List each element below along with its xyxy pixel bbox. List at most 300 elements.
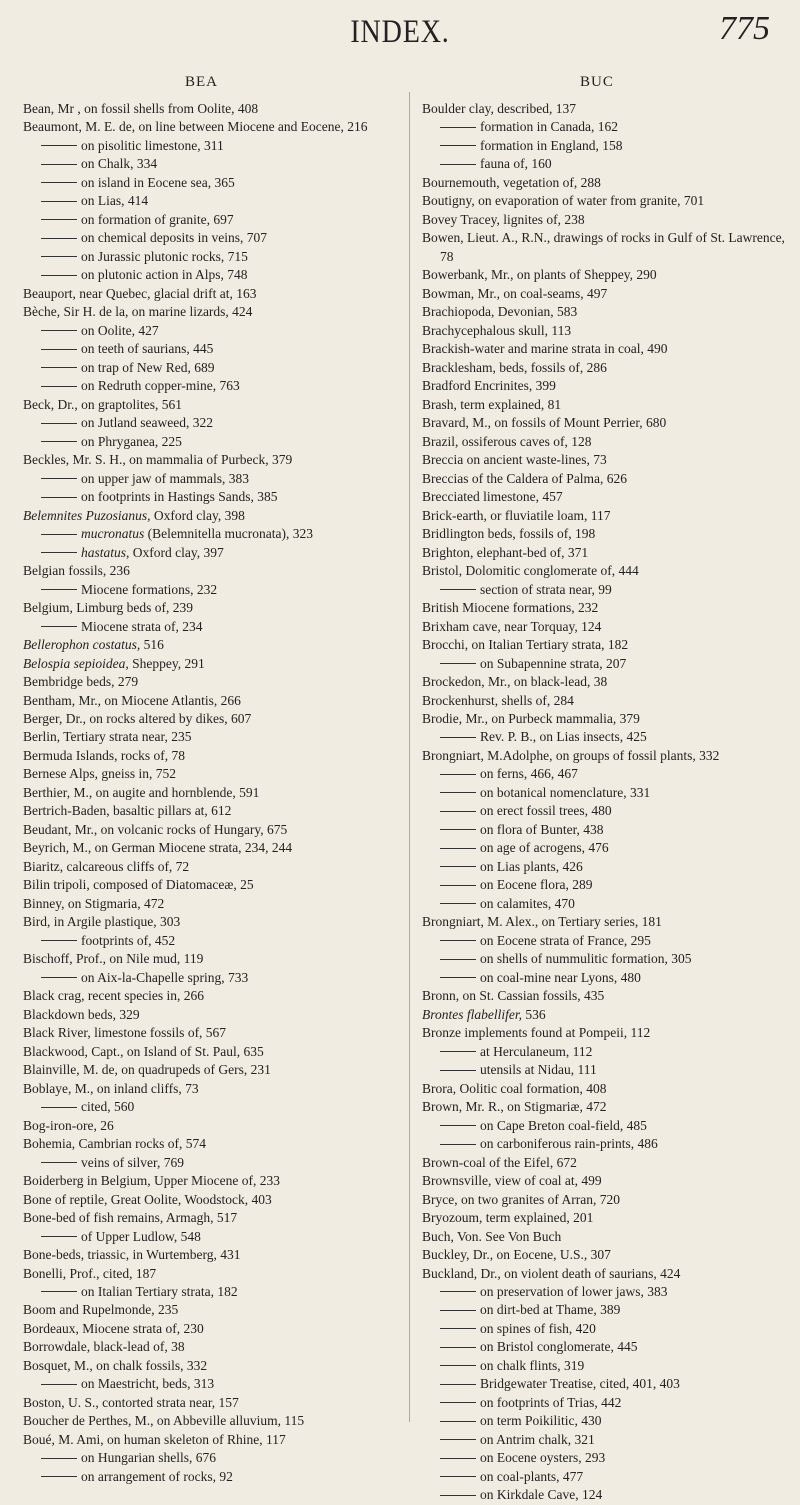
- entry-text: Beckles, Mr. S. H., on mammalia of Purbeck, 379: [23, 452, 293, 468]
- ditto-dash: [41, 386, 77, 387]
- entry-text: Beauport, near Quebec, glacial drift at, 163: [23, 285, 257, 301]
- ditto-dash: [41, 441, 77, 442]
- entry-text: Biaritz, calcareous cliffs of, 72: [23, 858, 190, 874]
- index-entry: [422, 987, 794, 1005]
- index-entry: [23, 340, 395, 358]
- ditto-dash: [440, 866, 476, 867]
- entry-text: Boiderberg in Belgium, Upper Miocene of, 233: [23, 1173, 280, 1189]
- ditto-dash: [440, 1476, 476, 1477]
- entry-text: Bryozoum, term explained, 201: [422, 1210, 594, 1226]
- entry-text: Beck, Dr., on graptolites, 561: [23, 396, 182, 412]
- index-entry: [422, 100, 794, 118]
- index-entry: [23, 747, 395, 765]
- index-entry: [422, 895, 794, 913]
- index-entry: [422, 1154, 794, 1172]
- entry-text: Bridlington beds, fossils of, 198: [422, 526, 596, 542]
- entry-text: Bohemia, Cambrian rocks of, 574: [23, 1136, 206, 1152]
- ditto-dash: [440, 1347, 476, 1348]
- entry-text: Brecciated limestone, 457: [422, 489, 563, 505]
- index-entry: [23, 728, 395, 746]
- index-entry: [422, 710, 794, 728]
- entry-text: on footprints in Hastings Sands, 385: [81, 489, 278, 505]
- index-entry: [422, 414, 794, 432]
- index-entry: [23, 285, 395, 303]
- index-entry: [23, 950, 395, 968]
- index-entry: [23, 1431, 395, 1449]
- entry-text: Brixham cave, near Torquay, 124: [422, 618, 602, 634]
- entry-text: on Oolite, 427: [81, 322, 159, 338]
- entry-text: on botanical nomenclature, 331: [480, 784, 651, 800]
- index-entry: [422, 1246, 794, 1264]
- index-entry: [422, 692, 794, 710]
- ditto-dash: [440, 977, 476, 978]
- entry-text: Brownsville, view of coal at, 499: [422, 1173, 602, 1189]
- entry-text: formation in England, 158: [480, 137, 623, 153]
- index-entry: [422, 562, 794, 580]
- index-entry: [422, 1209, 794, 1227]
- index-entry: [23, 322, 395, 340]
- index-entry: [422, 451, 794, 469]
- ditto-dash: [41, 940, 77, 941]
- entry-text: Berlin, Tertiary strata near, 235: [23, 729, 192, 745]
- index-entry: [23, 618, 395, 636]
- index-entry: [23, 359, 395, 377]
- entry-text: Oxford clay, 398: [150, 507, 245, 523]
- entry-text: Buckland, Dr., on violent death of saurians, 424: [422, 1265, 681, 1281]
- ditto-dash: [41, 145, 77, 146]
- entry-text: Bronze implements found at Pompeii, 112: [422, 1025, 651, 1041]
- index-entry: [422, 599, 794, 617]
- entry-italic: Belospia sepioidea,: [23, 655, 129, 671]
- index-entry: [422, 802, 794, 820]
- entry-text: on pisolitic limestone, 311: [81, 137, 224, 153]
- ditto-dash: [41, 219, 77, 220]
- entry-text: on teeth of saurians, 445: [81, 341, 214, 357]
- index-entry: [422, 118, 794, 136]
- entry-text: Brazil, ossiferous caves of, 128: [422, 433, 592, 449]
- ditto-dash: [41, 238, 77, 239]
- entry-text: Brachycephalous skull, 113: [422, 322, 572, 338]
- index-entry: [422, 1228, 794, 1246]
- entry-italic: Brontes flabellifer,: [422, 1006, 522, 1022]
- index-entry: [23, 507, 395, 525]
- right-column-head: BUC: [580, 74, 614, 90]
- index-entry: [23, 1265, 395, 1283]
- index-entry: [422, 1191, 794, 1209]
- index-entry: [23, 266, 395, 284]
- index-entry: [422, 211, 794, 229]
- entry-text: (Belemnitella mucronata), 323: [144, 526, 313, 542]
- index-entry: [422, 229, 794, 266]
- index-entry: [23, 1043, 395, 1061]
- page-header: [0, 0, 800, 70]
- entry-text: Bog-iron-ore, 26: [23, 1117, 114, 1133]
- entry-text: on term Poikilitic, 430: [480, 1413, 602, 1429]
- entry-text: on shells of nummulitic formation, 305: [480, 951, 692, 967]
- index-entry: [422, 155, 794, 173]
- index-entry: [23, 895, 395, 913]
- ditto-dash: [440, 1070, 476, 1071]
- ditto-dash: [41, 977, 77, 978]
- entry-text: on erect fossil trees, 480: [480, 803, 612, 819]
- index-entry: [422, 359, 794, 377]
- entry-text: Bronn, on St. Cassian fossils, 435: [422, 988, 605, 1004]
- index-entry: [23, 1098, 395, 1116]
- index-entry: [23, 1468, 395, 1486]
- entry-text: Bosquet, M., on chalk fossils, 332: [23, 1357, 208, 1373]
- ditto-dash: [440, 811, 476, 812]
- index-entry: [422, 673, 794, 691]
- index-entry: [422, 728, 794, 746]
- ditto-dash: [440, 737, 476, 738]
- entry-text: on Redruth copper-mine, 763: [81, 378, 240, 394]
- index-entry: [23, 1338, 395, 1356]
- entry-text: on Lias, 414: [81, 193, 149, 209]
- entry-text: section of strata near, 99: [480, 581, 612, 597]
- ditto-dash: [440, 774, 476, 775]
- entry-text: Bilin tripoli, composed of Diatomaceæ, 25: [23, 877, 254, 893]
- entry-text: Bracklesham, beds, fossils of, 286: [422, 359, 607, 375]
- ditto-dash: [41, 256, 77, 257]
- index-entry: [23, 599, 395, 617]
- index-entry: [422, 1468, 794, 1486]
- entry-text: on Maestricht, beds, 313: [81, 1376, 215, 1392]
- index-entry: [23, 636, 395, 654]
- index-entry: [23, 100, 395, 118]
- entry-text: Breccias of the Caldera of Palma, 626: [422, 470, 628, 486]
- ditto-dash: [440, 1328, 476, 1329]
- index-entry: [422, 340, 794, 358]
- entry-text: Sheppey, 291: [128, 655, 205, 671]
- ditto-dash: [440, 903, 476, 904]
- ditto-dash: [41, 367, 77, 368]
- entry-text: on Hungarian shells, 676: [81, 1450, 216, 1466]
- index-entry: [23, 1117, 395, 1135]
- entry-text: Bentham, Mr., on Miocene Atlantis, 266: [23, 692, 241, 708]
- index-entry: [23, 118, 395, 136]
- entry-text: on Aix-la-Chapelle spring, 733: [81, 969, 249, 985]
- index-entry: [422, 876, 794, 894]
- index-entry: [422, 1061, 794, 1079]
- ditto-dash: [440, 1144, 476, 1145]
- index-entry: [23, 303, 395, 321]
- index-entry: [23, 211, 395, 229]
- entry-text: on Jurassic plutonic rocks, 715: [81, 248, 248, 264]
- entry-text: Belgium, Limburg beds of, 239: [23, 600, 193, 616]
- entry-text: Black crag, recent species in, 266: [23, 988, 205, 1004]
- entry-text: Bradford Encrinites, 399: [422, 378, 556, 394]
- entry-text: Brockedon, Mr., on black-lead, 38: [422, 674, 608, 690]
- ditto-dash: [440, 1402, 476, 1403]
- entry-text: on island in Eocene sea, 365: [81, 174, 235, 190]
- index-entry: [422, 303, 794, 321]
- index-entry: [23, 1061, 395, 1079]
- index-entry: [23, 655, 395, 673]
- entry-italic: Bellerophon costatus,: [23, 637, 141, 653]
- index-entry: [23, 1135, 395, 1153]
- ditto-dash: [440, 829, 476, 830]
- ditto-dash: [41, 589, 77, 590]
- ditto-dash: [41, 330, 77, 331]
- entry-text: on Cape Breton coal-field, 485: [480, 1117, 647, 1133]
- index-entry: [23, 802, 395, 820]
- entry-text: Bone of reptile, Great Oolite, Woodstock, 403: [23, 1191, 272, 1207]
- index-entry: [422, 1024, 794, 1042]
- index-entry: [422, 1265, 794, 1283]
- entry-text: Boué, M. Ami, on human skeleton of Rhine, 117: [23, 1431, 286, 1447]
- ditto-dash: [440, 1439, 476, 1440]
- entry-text: on coal-plants, 477: [480, 1468, 584, 1484]
- ditto-dash: [41, 1291, 77, 1292]
- entry-text: on spines of fish, 420: [480, 1320, 596, 1336]
- index-entry: [422, 1375, 794, 1393]
- ditto-dash: [41, 164, 77, 165]
- entry-text: Black River, limestone fossils of, 567: [23, 1025, 227, 1041]
- entry-text: on chalk flints, 319: [480, 1357, 585, 1373]
- ditto-dash: [440, 127, 476, 128]
- index-entry: [23, 858, 395, 876]
- entry-text: Beyrich, M., on German Miocene strata, 234, 244: [23, 840, 293, 856]
- entry-text: on Eocene strata of France, 295: [480, 932, 651, 948]
- index-entry: [23, 692, 395, 710]
- entry-text: fauna of, 160: [480, 156, 552, 172]
- index-entry: [23, 987, 395, 1005]
- entry-text: Brown-coal of the Eifel, 672: [422, 1154, 577, 1170]
- index-entry: [23, 839, 395, 857]
- ditto-dash: [440, 792, 476, 793]
- index-entry: [422, 932, 794, 950]
- index-entry: [422, 950, 794, 968]
- entry-text: Brachiopoda, Devonian, 583: [422, 304, 578, 320]
- entry-text: Brockenhurst, shells of, 284: [422, 692, 574, 708]
- ditto-dash: [41, 349, 77, 350]
- entry-text: on coal-mine near Lyons, 480: [480, 969, 641, 985]
- entry-text: Blackwood, Capt., on Island of St. Paul, 635: [23, 1043, 264, 1059]
- index-entry: [23, 1246, 395, 1264]
- entry-text: Bowen, Lieut. A., R.N., drawings of rocks in Gulf of St. Lawrence, 78: [422, 230, 785, 264]
- entry-text: Boston, U. S., contorted strata near, 157: [23, 1394, 239, 1410]
- index-entry: [422, 1080, 794, 1098]
- index-entry: [422, 765, 794, 783]
- entry-text: Buch, Von. See Von Buch: [422, 1228, 562, 1244]
- index-entry: [23, 1209, 395, 1227]
- index-entry: [422, 192, 794, 210]
- ditto-dash: [440, 1051, 476, 1052]
- index-entry: [422, 285, 794, 303]
- entry-text: on formation of granite, 697: [81, 211, 234, 227]
- entry-text: on carboniferous rain-prints, 486: [480, 1136, 658, 1152]
- entry-text: Bowman, Mr., on coal-seams, 497: [422, 285, 608, 301]
- entry-text: on Eocene oysters, 293: [480, 1450, 606, 1466]
- entry-text: Beaumont, M. E. de, on line between Miocene and Eocene, 216: [23, 119, 368, 135]
- index-entry: [23, 1024, 395, 1042]
- ditto-dash: [440, 1495, 476, 1496]
- entry-text: on arrangement of rocks, 92: [81, 1468, 233, 1484]
- entry-text: formation in Canada, 162: [480, 119, 618, 135]
- index-entry: [23, 414, 395, 432]
- ditto-dash: [440, 1458, 476, 1459]
- index-entry: [23, 1228, 395, 1246]
- index-entry: [23, 673, 395, 691]
- entry-text: Bird, in Argile plastique, 303: [23, 914, 181, 930]
- entry-text: Brown, Mr. R., on Stigmariæ, 472: [422, 1099, 607, 1115]
- entry-text: Bravard, M., on fossils of Mount Perrier, 680: [422, 415, 667, 431]
- ditto-dash: [41, 201, 77, 202]
- index-entry: [23, 192, 395, 210]
- ditto-dash: [440, 1365, 476, 1366]
- entry-text: Bournemouth, vegetation of, 288: [422, 174, 601, 190]
- index-entry: [422, 636, 794, 654]
- ditto-dash: [41, 1384, 77, 1385]
- index-entry: [23, 1283, 395, 1301]
- ditto-dash: [440, 885, 476, 886]
- entry-text: Boblaye, M., on inland cliffs, 73: [23, 1080, 199, 1096]
- entry-text: on Italian Tertiary strata, 182: [81, 1284, 238, 1299]
- entry-text: on plutonic action in Alps, 748: [81, 267, 248, 283]
- ditto-dash: [41, 478, 77, 479]
- ditto-dash: [41, 534, 77, 535]
- entry-text: on Kirkdale Cave, 124: [480, 1487, 603, 1503]
- entry-text: Brongniart, M. Alex., on Tertiary series, 181: [422, 914, 662, 930]
- index-entry: [23, 451, 395, 469]
- index-entry: [422, 1043, 794, 1061]
- index-entry: [422, 784, 794, 802]
- entry-text: cited, 560: [81, 1099, 135, 1115]
- index-entry: [422, 1338, 794, 1356]
- entry-text: on Lias plants, 426: [480, 858, 583, 874]
- ditto-dash: [440, 145, 476, 146]
- index-entry: [422, 839, 794, 857]
- entry-text: Miocene formations, 232: [81, 581, 218, 597]
- index-entry: [23, 913, 395, 931]
- ditto-dash: [440, 1384, 476, 1385]
- entry-text: on chemical deposits in veins, 707: [81, 230, 267, 246]
- entry-text: Boutigny, on evaporation of water from granite, 701: [422, 193, 705, 209]
- index-entry: [422, 507, 794, 525]
- page-title: INDEX.: [350, 14, 450, 50]
- entry-text: Bovey Tracey, lignites of, 238: [422, 211, 585, 227]
- index-entry: [422, 1172, 794, 1190]
- entry-text: Blackdown beds, 329: [23, 1006, 140, 1022]
- index-entry: [422, 322, 794, 340]
- entry-text: British Miocene formations, 232: [422, 600, 599, 616]
- entry-text: Beudant, Mr., on volcanic rocks of Hungary, 675: [23, 821, 288, 837]
- index-entry: [422, 1449, 794, 1467]
- index-entry: [422, 1357, 794, 1375]
- entry-italic: Belemnites Puzosianus,: [23, 507, 151, 523]
- index-entry: [422, 655, 794, 673]
- right-column: [422, 100, 794, 1505]
- entry-text: Boulder clay, described, 137: [422, 101, 576, 116]
- index-entry: [23, 1357, 395, 1375]
- entry-text: on Phryganea, 225: [81, 433, 182, 449]
- index-entry: [23, 433, 395, 451]
- index-entry: [422, 581, 794, 599]
- index-entry: [23, 396, 395, 414]
- entry-text: Belgian fossils, 236: [23, 563, 130, 579]
- index-entry: [422, 1283, 794, 1301]
- index-entry: [23, 784, 395, 802]
- index-entry: [422, 174, 794, 192]
- index-entry: [422, 821, 794, 839]
- entry-text: on trap of New Red, 689: [81, 359, 215, 375]
- index-entry: [23, 765, 395, 783]
- entry-text: Bristol, Dolomitic conglomerate of, 444: [422, 563, 639, 579]
- entry-text: on Antrim chalk, 321: [480, 1431, 595, 1447]
- entry-text: Bertrich-Baden, basaltic pillars at, 612: [23, 803, 232, 819]
- index-entry: [23, 229, 395, 247]
- index-entry: [422, 1320, 794, 1338]
- index-entry: [23, 969, 395, 987]
- entry-text: utensils at Nidau, 111: [480, 1062, 597, 1078]
- entry-text: on Jutland seaweed, 322: [81, 415, 213, 431]
- column-divider: [409, 92, 410, 1422]
- entry-text: 516: [140, 637, 164, 653]
- index-entry: [23, 562, 395, 580]
- entry-text: Brora, Oolitic coal formation, 408: [422, 1080, 607, 1096]
- entry-text: Bowerbank, Mr., on plants of Sheppey, 290: [422, 267, 657, 283]
- entry-text: on upper jaw of mammals, 383: [81, 470, 249, 486]
- index-entry: [23, 1394, 395, 1412]
- index-entry: [23, 155, 395, 173]
- entry-text: Bridgewater Treatise, cited, 401, 403: [480, 1376, 680, 1392]
- entry-text: Brick-earth, or fluviatile loam, 117: [422, 507, 611, 523]
- entry-text: on flora of Bunter, 438: [480, 821, 604, 837]
- entry-text: Brongniart, M.Adolphe, on groups of fossil plants, 332: [422, 747, 720, 763]
- entry-text: Binney, on Stigmaria, 472: [23, 895, 165, 911]
- ditto-dash: [41, 275, 77, 276]
- entry-text: of Upper Ludlow, 548: [81, 1228, 201, 1244]
- ditto-dash: [440, 1125, 476, 1126]
- index-entry: [23, 137, 395, 155]
- index-entry: [422, 1431, 794, 1449]
- index-entry: [23, 1154, 395, 1172]
- index-entry: [23, 932, 395, 950]
- ditto-dash: [41, 182, 77, 183]
- page-number: 775: [719, 10, 770, 47]
- index-entry: [23, 248, 395, 266]
- entry-text: Brackish-water and marine strata in coal, 490: [422, 341, 668, 357]
- index-entry: [23, 1301, 395, 1319]
- ditto-dash: [41, 1476, 77, 1477]
- entry-text: Boom and Rupelmonde, 235: [23, 1302, 179, 1318]
- ditto-dash: [41, 1458, 77, 1459]
- entry-text: veins of silver, 769: [81, 1154, 184, 1170]
- ditto-dash: [440, 940, 476, 941]
- index-entry: [23, 488, 395, 506]
- entry-text: Brocchi, on Italian Tertiary strata, 182: [422, 637, 629, 653]
- entry-text: at Herculaneum, 112: [480, 1043, 593, 1059]
- entry-text: on dirt-bed at Thame, 389: [480, 1302, 621, 1318]
- entry-text: Bischoff, Prof., on Nile mud, 119: [23, 951, 204, 967]
- entry-text: Rev. P. B., on Lias insects, 425: [480, 729, 647, 745]
- index-entry: [422, 396, 794, 414]
- entry-text: on footprints of Trias, 442: [480, 1394, 622, 1410]
- entry-text: 536: [522, 1006, 546, 1022]
- index-entry: [422, 525, 794, 543]
- entry-text: Bernese Alps, gneiss in, 752: [23, 766, 176, 782]
- entry-text: Bordeaux, Miocene strata of, 230: [23, 1320, 204, 1336]
- entry-text: Bean, Mr , on fossil shells from Oolite, 408: [23, 101, 259, 116]
- index-entry: [422, 618, 794, 636]
- ditto-dash: [41, 552, 77, 553]
- index-entry: [422, 470, 794, 488]
- entry-text: on Eocene flora, 289: [480, 877, 593, 893]
- entry-text: on ferns, 466, 467: [480, 766, 578, 782]
- ditto-dash: [440, 959, 476, 960]
- entry-text: Bembridge beds, 279: [23, 674, 139, 690]
- index-entry: [23, 1080, 395, 1098]
